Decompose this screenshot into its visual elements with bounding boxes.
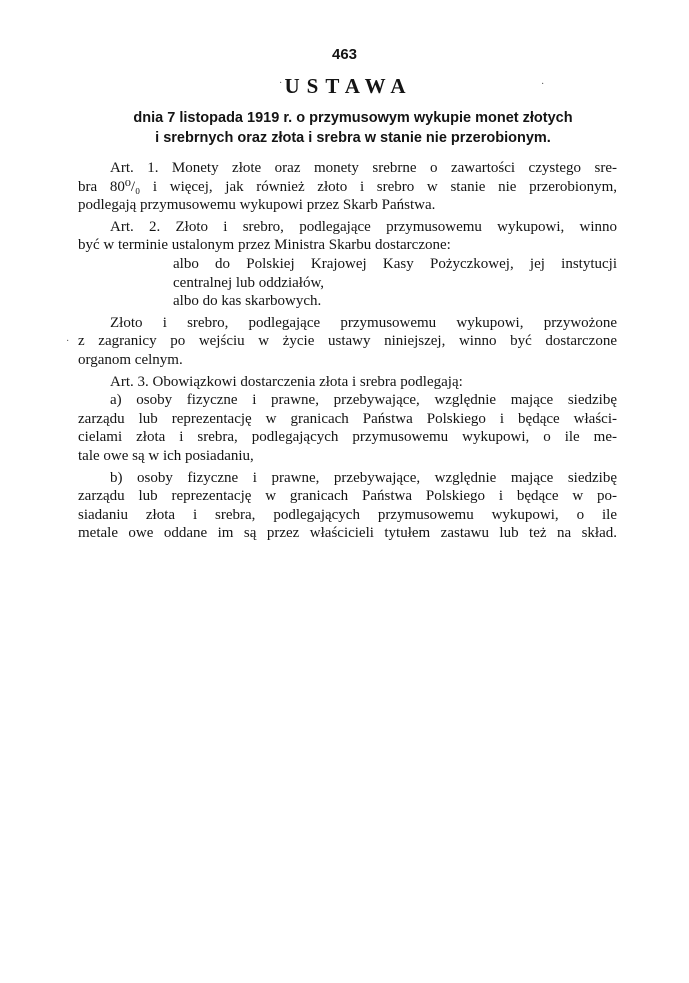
text-line: cielami złota i srebra, podlegających przymusowemu wykupowi, o ile me- [78,429,617,446]
text-line: Art. 2. Złoto i srebro, podlegające przymusowemu wykupowi, winno [110,218,617,235]
page-number: 463 [331,46,358,63]
text-line: tale owe są w ich posiadaniu, [78,447,254,464]
text-line: centralnej lub oddziałów, [173,274,325,291]
print-speck: · [541,79,545,90]
document-subtitle [88,108,618,148]
text-line: siadaniu złota i srebra, podlegających przymusowemu wykupowi, o ile [78,506,617,523]
document-title: USTAWA [284,74,413,98]
text-line: podlegają przymusowemu wykupowi przez Skarb Państwa. [78,197,436,214]
text-line: organom celnym. [78,351,183,368]
text-line: b) osoby fizyczne i prawne, przebywające, względnie mające siedzibę [110,469,617,486]
text-line: metale owe oddane im są przez właścicieli tytułem zastawu lub też na skład. [78,525,617,542]
text-line: bra 80⁰/₀ i więcej, jak również złoto i srebro w stanie nie przerobionym, [78,178,617,195]
text-line: Złoto i srebro, podlegające przymusowemu wykupowi, przywożone [110,314,617,331]
body-text [78,159,617,543]
print-speck: · [279,78,283,89]
subtitle-line: dnia 7 listopada 1919 r. o przymusowym wykupie monet złotych [133,110,573,126]
text-line: albo do kas skarbowych. [173,293,322,310]
text-line: a) osoby fizyczne i prawne, przebywające, względnie mające siedzibę [110,392,617,409]
text-line: być w terminie ustalonym przez Ministra Skarbu dostarczone: [78,237,451,254]
text-line: albo do Polskiej Krajowej Kasy Pożyczkowej, jej instytucji [173,255,617,272]
text-line: z zagranicy po wejściu w życie ustawy niniejszej, winno być dostarczone [78,333,617,350]
text-line: zarządu lub reprezentację w granicach Państwa Polskiego i będące właści- [78,410,617,427]
subtitle-line: i srebrnych oraz złota i srebra w stanie nie przerobionym. [155,130,551,146]
text-line: Art. 3. Obowiązkowi dostarczenia złota i srebra podlegają: [110,373,463,390]
text-line: Art. 1. Monety złote oraz monety srebrne o zawartości czystego sre- [110,160,617,176]
print-speck: · [66,336,70,347]
text-line: zarządu lub reprezentację w granicach Państwa Polskiego i będące w po- [78,488,617,505]
